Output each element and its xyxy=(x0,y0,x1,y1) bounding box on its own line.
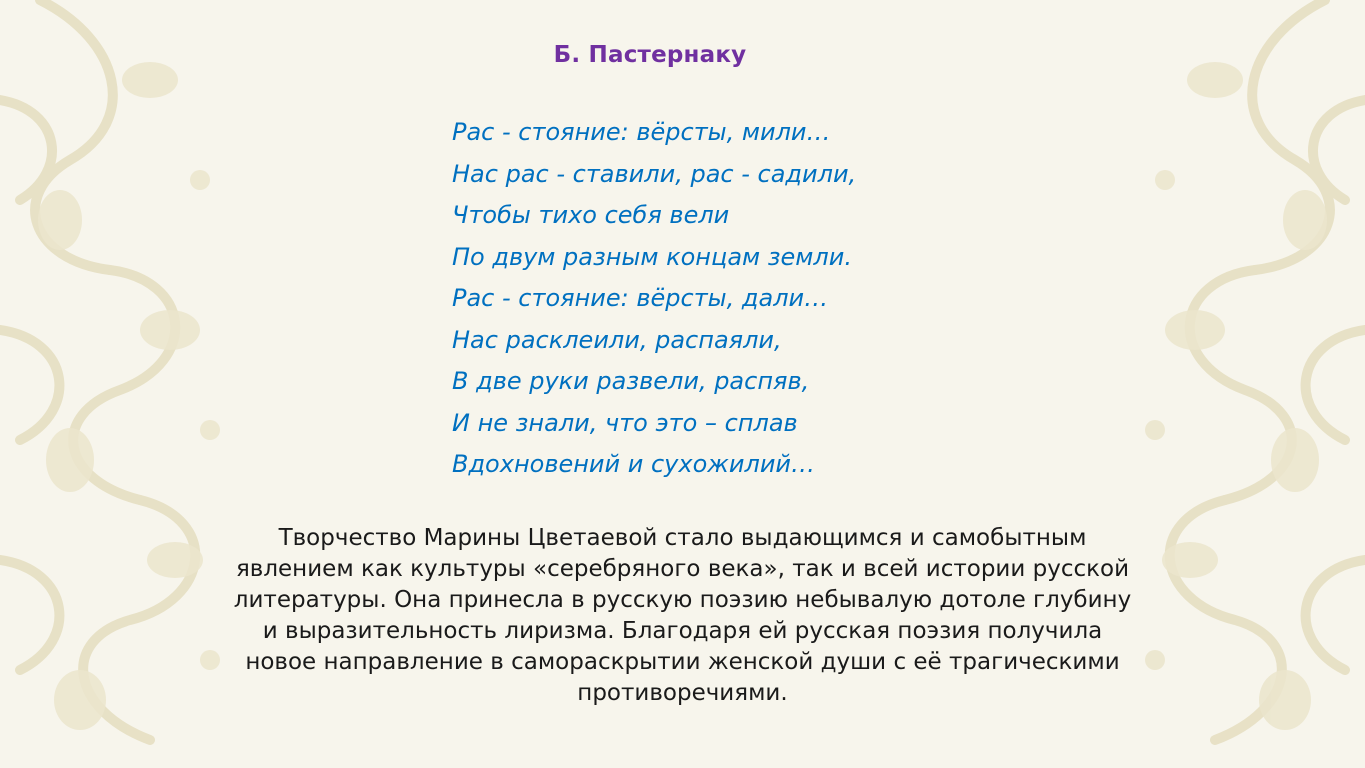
biography-paragraph xyxy=(110,523,1255,709)
poem-line: Рас - стояние: вёрсты, мили… xyxy=(452,118,831,146)
poem-line: Чтобы тихо себя вели xyxy=(452,201,730,229)
poem-line: И не знали, что это – сплав xyxy=(452,408,798,437)
paragraph-line: и выразительность лиризма. Благодаря ей русская поэзия получила xyxy=(262,618,1103,644)
poem-line: По двум разным концам земли. xyxy=(452,242,852,271)
paragraph-line: литературы. Она принесла в русскую поэзию небывалую дотоле глубину xyxy=(233,587,1132,613)
paragraph-line: явлением как культуры «серебряного века», так и всей истории русской xyxy=(235,556,1130,582)
paragraph-line: Творчество Марины Цветаевой стало выдающимся и самобытным xyxy=(278,525,1087,551)
poem-dedication-title: Б. Пастернаку xyxy=(553,42,747,68)
paragraph-line: противоречиями. xyxy=(577,680,788,706)
poem xyxy=(452,112,856,486)
poem-line: Рас - стояние: вёрсты, дали… xyxy=(452,284,829,312)
paragraph-line: новое направление в самораскрытии женской души с её трагическими xyxy=(245,649,1120,675)
poem-line: Нас рас - ставили, рас - садили, xyxy=(452,159,857,188)
poem-line: Нас расклеили, распаяли, xyxy=(452,325,782,354)
poem-line: Вдохновений и сухожилий… xyxy=(452,450,816,478)
poem-line: В две руки развели, распяв, xyxy=(452,367,810,395)
